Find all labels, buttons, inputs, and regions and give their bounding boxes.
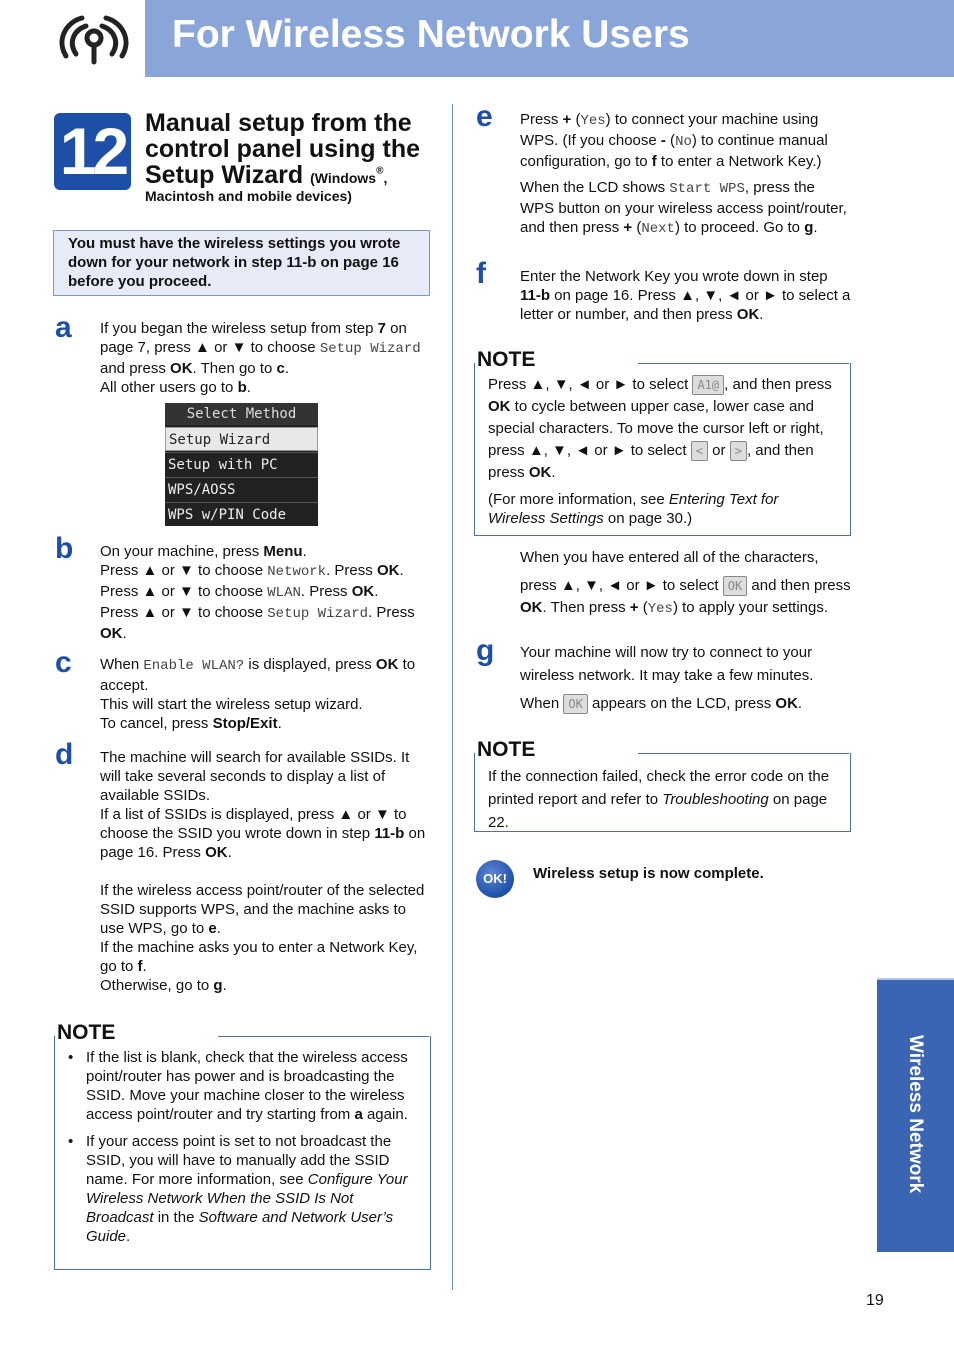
lcd-header: Select Method: [165, 403, 318, 425]
lcd-item: WPS/AOSS: [165, 477, 318, 501]
lcd-key-ok: OK: [563, 694, 587, 714]
step-letter-c: c: [55, 646, 72, 679]
wireless-network-icon: [52, 10, 138, 66]
step-f-continued: When you have entered all of the characters, press ▲, ▼, ◄ or ► to select OK and then press OK. Then press + (Yes) to apply your settings.: [520, 549, 851, 617]
note-label: NOTE: [57, 1021, 116, 1044]
step-letter-a: a: [55, 311, 72, 344]
note-2-content: Press ▲, ▼, ◄ or ► to select A1@ , and then press OK to cycle between upper case, lower case and special characters. To move the cursor left or right, press ▲, ▼, ◄ or ► to select < or > , and then press OK. (For more information, see Entering Text for Wireless Settings on page 30.): [488, 376, 832, 527]
step-e-text: Press + (Yes) to connect your machine using WPS. (If you choose - (No) to continue manual configuration, go to f to enter a Network Key.) When the LCD shows Start WPS, press the WPS button on your wireless access point/router, and then press + (Next) to proceed. Go to g.: [520, 111, 847, 237]
lcd-item: WPS w/PIN Code: [165, 502, 318, 526]
step-g-text: Your machine will now try to connect to your wireless network. It may take a few minutes. When OK appears on the LCD, press OK.: [520, 641, 852, 715]
section-tab-label: Wireless Network: [905, 1034, 926, 1194]
note-label: NOTE: [477, 348, 536, 371]
step-letter-g: g: [476, 634, 495, 667]
step-title: Manual setup from the control panel using the Setup Wizard (Windows®,: [145, 109, 421, 189]
lcd-key-left: <: [691, 441, 708, 461]
lcd-item: Setup Wizard: [165, 427, 318, 451]
completion-message: Wireless setup is now complete.: [533, 865, 764, 882]
note-label: NOTE: [477, 738, 536, 761]
note-3-content: If the connection failed, check the error code on the printed report and refer to Troubleshooting on page 22.: [488, 768, 830, 831]
step-b-text: On your machine, press Menu. Press ▲ or ▼ to choose Network. Press OK. Press ▲ or ▼ to choose WLAN. Press OK. Press ▲ or ▼ to choose Setup Wizard. Press OK.: [100, 543, 415, 642]
lcd-key-ok: OK: [723, 576, 747, 596]
page-title: For Wireless Network Users: [172, 13, 690, 56]
step-subtitle: Macintosh and mobile devices): [145, 188, 352, 204]
step-d-text: The machine will search for available SSIDs. It will take several seconds to display a list of available SSIDs. If a list of SSIDs is displayed, press ▲ or ▼ to choose the SSID you wrote down in step 11-b on page 16. Press OK. If the wireless access point/router of the selected SSID supports WPS, and the machine asks to use WPS, go to e. If the machine asks you to enter a Network Key, go to f. Otherwise, go to g.: [100, 749, 426, 994]
step-letter-f: f: [476, 257, 486, 290]
step-letter-b: b: [55, 532, 74, 565]
step-c-text: When Enable WLAN? is displayed, press OK to accept. This will start the wireless setup wizard. To cancel, press Stop/Exit.: [100, 656, 416, 732]
lcd-item: Setup with PC: [165, 452, 318, 476]
note-bullet: • If the list is blank, check that the wireless access point/router has power and is broadcasting the SSID. Move your machine closer to the wireless access point/router and try starting from a again.: [64, 1048, 416, 1124]
warning-text: You must have the wireless settings you wrote down for your network in step 11-b on page 16 before you proceed.: [68, 235, 401, 290]
page-number: 19: [866, 1292, 884, 1309]
lcd-key-right: >: [730, 441, 747, 461]
note-1-content: [64, 1048, 416, 1254]
step-letter-d: d: [55, 738, 74, 771]
ok-badge-icon: OK!: [476, 860, 514, 898]
column-divider: [452, 104, 453, 1290]
step-letter-e: e: [476, 100, 493, 133]
note-bullet: • If your access point is set to not broadcast the SSID, you will have to manually add the SSID name. For more information, see Configure Your Wireless Network When the SSID Is Not Broadcast in the Software and Network User’s Guide.: [64, 1132, 416, 1246]
step-f-text: Enter the Network Key you wrote down in step 11-b on page 16. Press ▲, ▼, ◄ or ► to select a letter or number, and then press OK.: [520, 268, 851, 323]
step-number-badge: 12: [54, 113, 131, 190]
lcd-key-a1at: A1@: [692, 375, 724, 395]
step-a-text: If you began the wireless setup from step 7 on page 7, press ▲ or ▼ to choose Setup Wizard and press OK. Then go to c. All other users go to b.: [100, 320, 421, 396]
lcd-screen: [165, 403, 318, 526]
